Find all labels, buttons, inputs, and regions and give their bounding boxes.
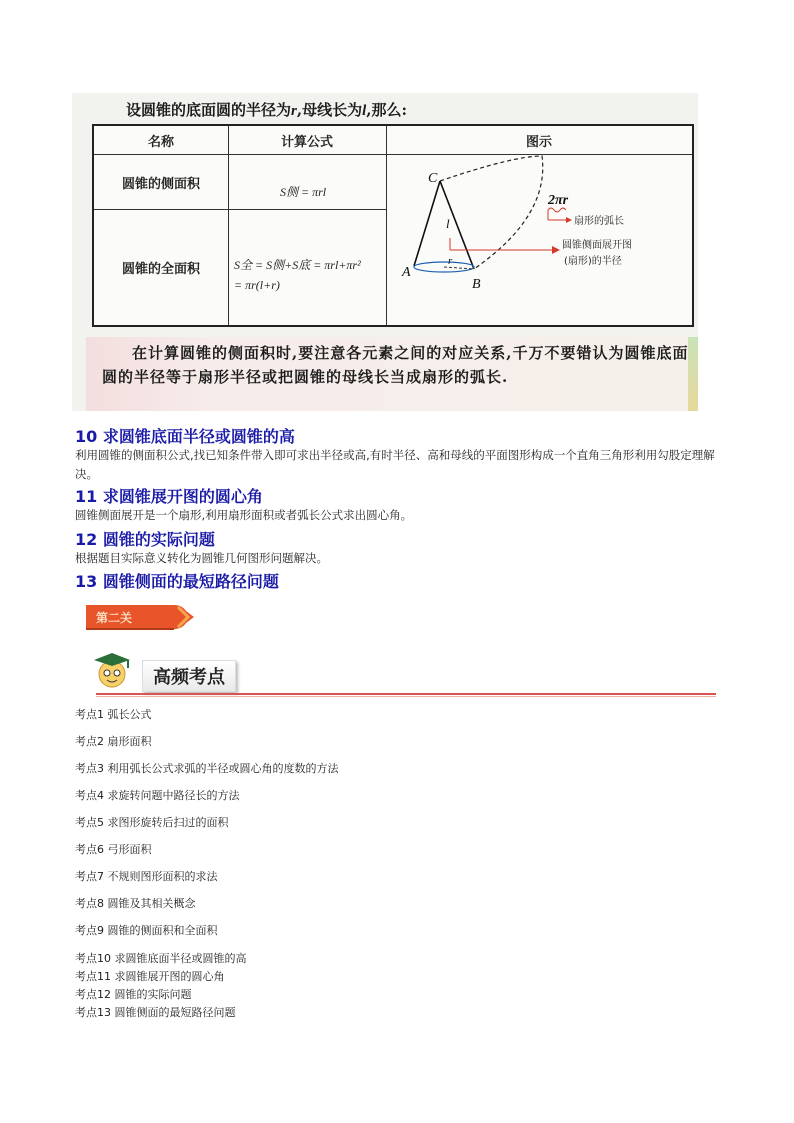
kaodian-item: 考点9 圆锥的侧面积和全面积 bbox=[75, 924, 218, 937]
arrow-icon-2 bbox=[552, 246, 560, 254]
formula-table bbox=[92, 124, 694, 327]
arc-squiggle bbox=[548, 208, 566, 212]
base-radius bbox=[444, 267, 474, 269]
kaodian-item: 考点8 圆锥及其相关概念 bbox=[75, 897, 196, 910]
kaodian-item: 考点6 弓形面积 bbox=[75, 843, 152, 856]
section-body-10: 利用圆锥的侧面积公式,找已知条件带入即可求出半径或高,有时半径、高和母线的平面图形构成一个直角三角形利用勾股定理解决。 bbox=[75, 448, 715, 481]
sector-outline bbox=[440, 156, 543, 269]
kaodian-item: 考点5 求图形旋转后扫过的面积 bbox=[75, 816, 229, 829]
row2-formula-b: = πr(l+r) bbox=[234, 278, 280, 292]
intro-var-l: l bbox=[362, 103, 367, 119]
badge-label: 第二关 bbox=[96, 611, 133, 625]
intro-var-r: r bbox=[291, 103, 297, 119]
kaodian-item: 考点2 扇形面积 bbox=[75, 735, 152, 748]
graduate-icon bbox=[90, 648, 134, 692]
kaodian-item: 考点10 求圆锥底面半径或圆锥的高 bbox=[75, 952, 247, 965]
row1-name: 圆锥的侧面积 bbox=[121, 176, 200, 192]
section-body-12: 根据题目实际意义转化为圆锥几何图形问题解决。 bbox=[75, 551, 328, 565]
label-A: A bbox=[402, 265, 411, 280]
row1-formula: S侧 = πrl bbox=[280, 185, 327, 199]
section-body-11: 圆锥侧面展开是一个扇形,利用扇形面积或者弧长公式求出圆心角。 bbox=[75, 508, 413, 522]
stage-badge bbox=[86, 603, 196, 631]
row2-formula-a: S全 = S侧+S底 = πrl+πr² bbox=[234, 258, 361, 272]
arc-length-label: 2πr bbox=[548, 193, 569, 208]
scanned-excerpt bbox=[72, 93, 698, 411]
header-rule bbox=[96, 693, 716, 695]
caution-note bbox=[86, 337, 698, 411]
note-text: 在计算圆锥的侧面积时,要注意各元素之间的对应关系,千万不要错认为圆锥底面圆的半径等于扇形半径或把圆锥的母线长当成扇形的弧长. bbox=[102, 344, 689, 386]
radius-note-b: (扇形)的半径 bbox=[564, 256, 622, 267]
label-B: B bbox=[472, 277, 481, 292]
label-l: l bbox=[446, 216, 450, 231]
header-name: 名称 bbox=[147, 134, 174, 150]
header-formula: 计算公式 bbox=[280, 134, 333, 150]
radius-note-a: 圆锥侧面展开图 bbox=[562, 240, 632, 251]
kaodian-item: 考点13 圆锥侧面的最短路径问题 bbox=[75, 1006, 236, 1019]
intro-text-3: ,那么: bbox=[366, 101, 408, 119]
section-title-10: 10 求圆锥底面半径或圆锥的高 bbox=[75, 427, 295, 446]
kaodian-item: 考点12 圆锥的实际问题 bbox=[75, 988, 192, 1001]
cone-side-left bbox=[414, 181, 440, 266]
kaodian-item: 考点7 不规则图形面积的求法 bbox=[75, 870, 218, 883]
kaodian-item: 考点1 弧长公式 bbox=[75, 708, 152, 721]
intro-line bbox=[126, 99, 407, 120]
section-title-12: 12 圆锥的实际问题 bbox=[75, 530, 215, 549]
header-rule-2 bbox=[96, 696, 716, 697]
section-title-13: 13 圆锥侧面的最短路径问题 bbox=[75, 572, 279, 591]
header-figure: 图示 bbox=[525, 134, 552, 150]
intro-text-2: ,母线长为 bbox=[296, 101, 363, 119]
arrow-icon bbox=[566, 217, 572, 223]
section-title-11: 11 求圆锥展开图的圆心角 bbox=[75, 487, 263, 506]
kaodian-item: 考点4 求旋转问题中路径长的方法 bbox=[75, 789, 240, 802]
intro-text: 设圆锥的底面圆的半径为 bbox=[126, 101, 292, 119]
label-r: r bbox=[448, 255, 453, 267]
kaodian-item: 考点3 利用弧长公式求弧的半径或圆心角的度数的方法 bbox=[75, 762, 339, 775]
high-frequency-title: 高频考点 bbox=[142, 660, 236, 692]
label-C: C bbox=[428, 171, 438, 186]
row2-name: 圆锥的全面积 bbox=[121, 262, 200, 277]
arc-note: 扇形的弧长 bbox=[574, 216, 624, 227]
kaodian-item: 考点11 求圆锥展开图的圆心角 bbox=[75, 970, 225, 983]
note-side-bar bbox=[688, 337, 698, 411]
cone-net-figure bbox=[388, 126, 694, 325]
